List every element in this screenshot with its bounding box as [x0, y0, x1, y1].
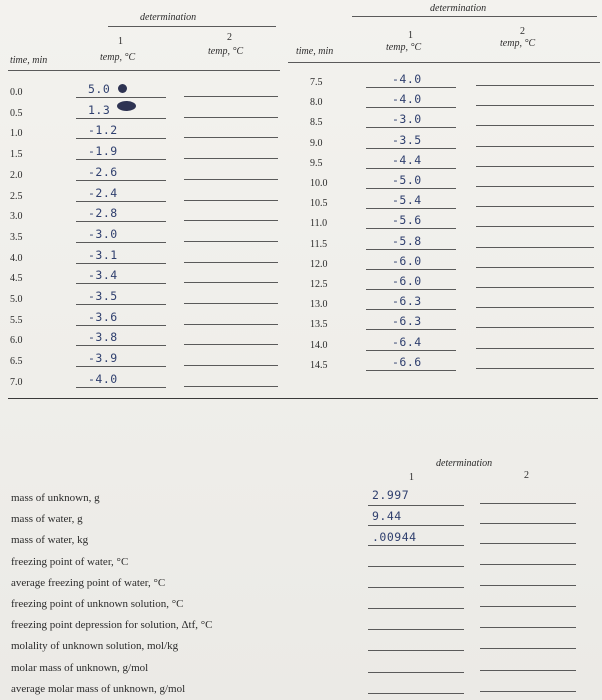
entry-line [184, 96, 278, 97]
result-label: freezing point of water, °C [11, 555, 129, 568]
result-label: average freezing point of water, °C [11, 576, 166, 589]
result-entry-line [368, 650, 464, 651]
entry-line [366, 289, 456, 290]
temp-run1-cell: -3.0 [88, 226, 118, 241]
determination-rule-right [352, 16, 597, 17]
entry-line [76, 138, 166, 139]
result-entry-line [480, 523, 576, 524]
time-cell: 3.5 [10, 231, 23, 243]
entry-line [366, 148, 456, 149]
results-col1-number: 1 [409, 472, 414, 483]
entry-line [76, 201, 166, 202]
temp-run1-cell: -2.4 [88, 185, 118, 200]
entry-line [366, 370, 456, 371]
temp-run1-cell: -3.5 [392, 132, 422, 147]
determination-rule-left [108, 26, 276, 27]
entry-line [184, 262, 278, 263]
entry-line [76, 263, 166, 264]
temp-run1-cell: -4.0 [392, 92, 422, 107]
time-cell: 6.5 [10, 356, 23, 368]
run1-temp-heading-right: temp, °C [386, 42, 422, 53]
result-label: mass of water, kg [11, 534, 89, 547]
run1-temp-heading-left: temp, °C [100, 52, 136, 63]
temp-run1-cell: -6.3 [392, 294, 422, 309]
time-cell: 3.0 [10, 211, 23, 223]
entry-line [476, 85, 594, 86]
entry-line [76, 283, 166, 284]
entry-line [184, 303, 278, 304]
time-cell: 5.0 [10, 294, 23, 305]
run1-number-right: 1 [408, 30, 413, 41]
ink-smudge [118, 84, 127, 93]
entry-line [476, 348, 594, 349]
result-label: molar mass of unknown, g/mol [11, 661, 149, 674]
temp-run1-cell: -6.4 [392, 334, 422, 349]
time-cell: 0.5 [10, 107, 23, 119]
entry-line [184, 386, 278, 387]
entry-line [476, 206, 594, 207]
result-label: mass of unknown, g [11, 492, 100, 504]
time-cell: 0.0 [10, 87, 23, 98]
entry-line [476, 327, 594, 328]
results-determination-heading: determination [436, 458, 493, 469]
entry-line [76, 242, 166, 243]
temp-run1-cell: -6.0 [392, 274, 422, 288]
time-cell: 14.0 [310, 339, 328, 351]
run2-temp-heading-left: temp, °C [208, 46, 244, 57]
time-cell: 10.0 [310, 178, 328, 189]
time-cell: 7.0 [10, 376, 23, 388]
time-cell: 10.5 [310, 198, 328, 210]
result-entry-line [480, 627, 576, 628]
results-col2-number: 2 [524, 470, 529, 481]
entry-line [184, 158, 278, 159]
time-heading-right: time, min [296, 46, 334, 57]
temp-run1-cell: -2.6 [88, 164, 118, 179]
temp-run1-cell: -5.8 [392, 233, 422, 248]
temp-run1-cell: -4.4 [392, 152, 422, 167]
entry-line [184, 282, 278, 283]
time-cell: 7.5 [310, 77, 323, 88]
entry-line [76, 366, 166, 367]
result-entry-line [368, 672, 464, 673]
temp-run1-cell: -3.9 [88, 351, 118, 366]
entry-line [366, 127, 456, 128]
entry-line [76, 345, 166, 346]
run2-number-right: 2 [520, 26, 525, 37]
entry-line [366, 249, 456, 250]
entry-line [366, 309, 456, 310]
result-label: freezing point of unknown solution, °C [11, 598, 184, 610]
result-entry-line [368, 608, 464, 609]
entry-line [476, 166, 594, 167]
time-cell: 13.0 [310, 299, 328, 311]
temp-run1-cell: 1.3 [88, 102, 111, 117]
entry-line [184, 220, 278, 221]
temp-run1-cell: -3.8 [88, 330, 118, 345]
entry-line [476, 146, 594, 147]
temp-run1-cell: -1.2 [88, 123, 118, 138]
run2-temp-heading-right: temp, °C [500, 38, 536, 49]
entry-line [366, 87, 456, 88]
entry-line [366, 208, 456, 209]
result-entry-line [368, 525, 464, 526]
time-cell: 4.5 [10, 273, 23, 285]
run2-number-left: 2 [227, 32, 232, 43]
result-entry-line [480, 691, 576, 692]
time-cell: 8.5 [310, 117, 323, 129]
entry-line [366, 188, 456, 189]
entry-line [366, 269, 456, 270]
time-cell: 13.5 [310, 319, 328, 331]
entry-line [366, 168, 456, 169]
time-cell: 6.0 [10, 335, 23, 347]
entry-line [76, 325, 166, 326]
temp-run1-cell: -3.6 [88, 309, 118, 324]
entry-line [476, 287, 594, 288]
time-cell: 12.5 [310, 279, 328, 290]
run1-number-left: 1 [118, 36, 123, 47]
temp-run1-cell: 5.0 [88, 82, 111, 96]
entry-line [76, 180, 166, 181]
result-value-run1: 2.997 [372, 488, 410, 502]
result-entry-line [368, 693, 464, 694]
time-cell: 1.0 [10, 128, 23, 140]
result-entry-line [480, 585, 576, 586]
section-divider [8, 398, 598, 399]
temp-run1-cell: -6.0 [392, 253, 422, 268]
entry-line [366, 329, 456, 330]
time-cell: 5.5 [10, 314, 23, 326]
entry-line [184, 137, 278, 138]
temp-run1-cell: -6.3 [392, 314, 422, 329]
entry-line [476, 247, 594, 248]
time-cell: 11.0 [310, 218, 328, 230]
time-cell: 11.5 [310, 238, 328, 250]
entry-line [366, 107, 456, 108]
entry-line [366, 350, 456, 351]
entry-line [476, 105, 594, 106]
entry-line [76, 97, 166, 98]
result-label: freezing point depression for solution, Δtf, °C [11, 619, 213, 632]
result-entry-line [368, 545, 464, 546]
temp-run1-cell: -4.0 [392, 72, 422, 86]
header-rule-left [8, 70, 280, 71]
result-entry-line [368, 505, 464, 506]
result-entry-line [480, 648, 576, 649]
result-value-run1: 9.44 [372, 509, 402, 524]
temp-run1-cell: -5.0 [392, 173, 422, 187]
time-cell: 4.0 [10, 252, 23, 264]
time-cell: 2.0 [10, 169, 23, 181]
result-entry-line [368, 566, 464, 567]
result-entry-line [480, 543, 576, 544]
entry-line [184, 344, 278, 345]
entry-line [76, 221, 166, 222]
entry-line [476, 267, 594, 268]
header-rule-right [288, 62, 600, 63]
temp-run1-cell: -5.6 [392, 213, 422, 228]
result-entry-line [480, 670, 576, 671]
entry-line [366, 228, 456, 229]
result-label: mass of water, g [11, 513, 83, 526]
entry-line [184, 117, 278, 118]
entry-line [476, 226, 594, 227]
entry-line [476, 186, 594, 187]
temp-run1-cell: -2.8 [88, 206, 118, 221]
result-entry-line [480, 564, 576, 565]
result-entry-line [480, 606, 576, 607]
result-entry-line [368, 629, 464, 630]
temp-run1-cell: -3.4 [88, 268, 118, 283]
entry-line [476, 307, 594, 308]
entry-line [184, 200, 278, 201]
time-cell: 12.0 [310, 258, 328, 270]
result-value-run1: .00944 [372, 530, 417, 545]
ink-smudge [117, 101, 136, 111]
temp-run1-cell: -1.9 [88, 144, 118, 159]
entry-line [184, 365, 278, 366]
result-entry-line [368, 587, 464, 588]
time-cell: 9.0 [310, 137, 323, 149]
time-cell: 8.0 [310, 97, 323, 109]
entry-line [184, 324, 278, 325]
entry-line [476, 368, 594, 369]
time-cell: 1.5 [10, 149, 23, 161]
entry-line [184, 241, 278, 242]
entry-line [184, 179, 278, 180]
entry-line [476, 125, 594, 126]
temp-run1-cell: -3.1 [88, 247, 118, 262]
determination-heading-right: determination [430, 3, 487, 14]
time-cell: 14.5 [310, 359, 328, 371]
temp-run1-cell: -3.5 [88, 289, 118, 303]
result-label: average molar mass of unknown, g/mol [11, 682, 186, 695]
entry-line [76, 118, 166, 119]
time-heading-left: time, min [10, 55, 48, 66]
entry-line [76, 387, 166, 388]
temp-run1-cell: -6.6 [392, 354, 422, 369]
temp-run1-cell: -3.0 [392, 112, 422, 127]
entry-line [76, 304, 166, 305]
time-cell: 2.5 [10, 190, 23, 202]
temp-run1-cell: -4.0 [88, 371, 118, 386]
temp-run1-cell: -5.4 [392, 193, 422, 208]
determination-heading-left: determination [140, 12, 197, 23]
result-label: molality of unknown solution, mol/kg [11, 640, 179, 653]
time-cell: 9.5 [310, 157, 323, 169]
result-entry-line [480, 503, 576, 504]
entry-line [76, 159, 166, 160]
